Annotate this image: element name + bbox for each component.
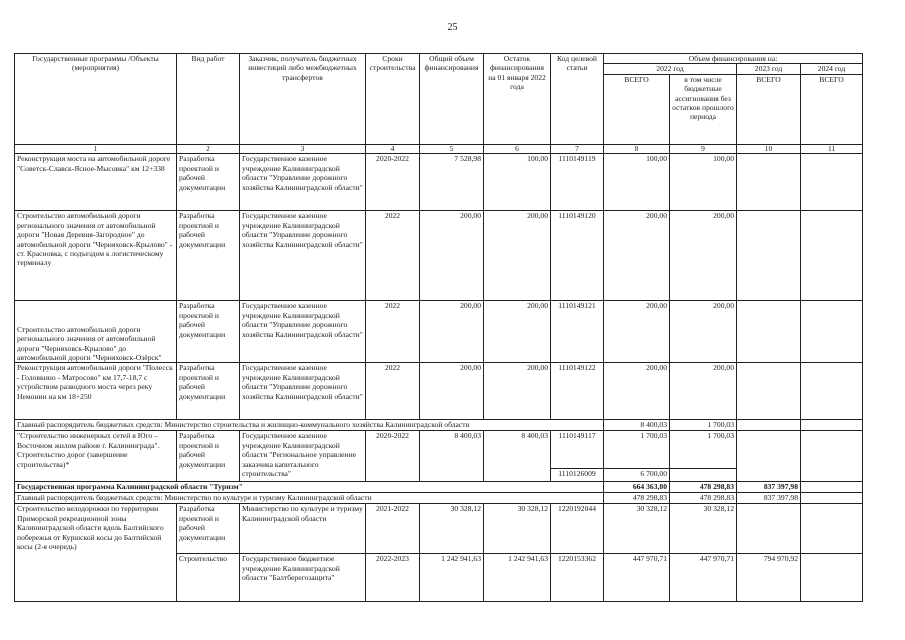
value-2024	[801, 154, 863, 211]
value-2022-incl: 478 298,83	[670, 493, 737, 504]
value-2022-incl: 447 970,71	[670, 554, 737, 602]
work-type: Строительство	[177, 554, 240, 602]
column-number: 8	[604, 144, 670, 154]
header-2022-total: ВСЕГО	[604, 74, 670, 144]
value-2022-incl: 1 700,03	[670, 420, 737, 431]
column-number: 7	[551, 144, 604, 154]
term: 2022-2023	[366, 554, 420, 602]
value-2022-total: 200,00	[604, 363, 670, 420]
header-funding: Объем финансирования на:	[604, 54, 863, 64]
value-2022-incl: 478 298,83	[670, 482, 737, 493]
total-volume: 8 400,03	[420, 431, 484, 482]
column-number: 9	[670, 144, 737, 154]
work-type: Разработка проектной и рабочей документации	[177, 431, 240, 482]
target-code: 1220153362	[551, 554, 604, 602]
value-2024	[801, 493, 863, 504]
value-2022-incl: 200,00	[670, 211, 737, 301]
header-total-volume: Общий объем финансирования	[420, 54, 484, 145]
header-terms: Сроки строительства	[366, 54, 420, 145]
target-code: 1110126009	[551, 469, 604, 482]
customer: Государственное бюджетное учреждение Калининградской области "Балтберегозащита"	[240, 554, 366, 602]
table-row	[15, 154, 863, 211]
remaining: 8 400,03	[484, 431, 551, 482]
value-2022-incl: 200,00	[670, 301, 737, 363]
total-volume: 200,00	[420, 363, 484, 420]
value-2023: 837 397,98	[737, 482, 801, 493]
section-row	[15, 420, 863, 431]
term: 2020-2022	[366, 431, 420, 482]
program-row	[15, 482, 863, 493]
remaining: 200,00	[484, 211, 551, 301]
object-name: Реконструкция моста на автомобильной дороге "Советск-Славск-Ясное-Мысовка" км 12+338	[15, 154, 177, 211]
customer: Государственное казенное учреждение Калининградской области "Управление дорожного хозяйства Калининградской области"	[240, 363, 366, 420]
value-2022-total: 6 700,00	[604, 469, 670, 482]
value-2023: 837 397,98	[737, 493, 801, 504]
value-2022-total: 1 700,03	[604, 431, 670, 469]
column-numbers-row	[15, 144, 863, 154]
value-2024	[801, 504, 863, 554]
remaining: 30 328,12	[484, 504, 551, 554]
value-2024	[801, 420, 863, 431]
value-2022-total: 8 400,03	[604, 420, 670, 431]
value-2023	[737, 431, 801, 482]
budget-manager-label: Главный распорядитель бюджетных средств: Министерство по культуре и туризму Калининградской области	[15, 493, 604, 504]
total-volume: 1 242 941,63	[420, 554, 484, 602]
header-target-code: Код целевой статьи	[551, 54, 604, 145]
value-2022-incl	[670, 469, 737, 482]
term: 2022	[366, 211, 420, 301]
object-name: "Строительство инженерных сетей в Юго – Восточном жилом районе г. Калининграда". Строительство дорог (завершение строительства)*	[15, 431, 177, 482]
target-code: 1110149119	[551, 154, 604, 211]
customer: Государственное казенное учреждение Калининградской области "Управление дорожного хозяйства Калининградской области"	[240, 301, 366, 363]
header-2024: 2024 год	[801, 64, 863, 74]
value-2022-total: 200,00	[604, 211, 670, 301]
header-2024-total: ВСЕГО	[801, 74, 863, 144]
value-2023	[737, 363, 801, 420]
section-row	[15, 493, 863, 504]
page-number: 25	[447, 22, 458, 33]
header-2023: 2023 год	[737, 64, 801, 74]
customer: Государственное казенное учреждение Калининградской области "Управление дорожного хозяйства Калининградской области"	[240, 154, 366, 211]
value-2022-incl: 200,00	[670, 363, 737, 420]
value-2023	[737, 420, 801, 431]
header-objects: Государственные программы /Объекты (мероприятия)	[15, 54, 177, 145]
value-2022-total: 100,00	[604, 154, 670, 211]
term: 2020-2022	[366, 154, 420, 211]
program-title: Государственная программа Калининградской области "Туризм"	[15, 482, 604, 493]
value-2022-incl: 1 700,03	[670, 431, 737, 469]
total-volume: 7 528,98	[420, 154, 484, 211]
column-number: 6	[484, 144, 551, 154]
table-row	[15, 301, 863, 363]
object-name: Реконструкция автомобильной дороги "Полесск - Головкино - Матросово" км 17,7-18,7 с устройством разводного моста через реку Немонин на км 18+250	[15, 363, 177, 420]
header-customer: Заказчик, получатель бюджетных инвестиций либо межбюджетных трансфертов	[240, 54, 366, 145]
term: 2021-2022	[366, 504, 420, 554]
customer: Министерство по культуре и туризму Калининградской области	[240, 504, 366, 554]
header-2022-incl: в том числе бюджетные ассигнования без остатков прошлого периода	[670, 74, 737, 144]
value-2024	[801, 211, 863, 301]
table-row	[15, 431, 863, 469]
column-number: 3	[240, 144, 366, 154]
value-2023	[737, 301, 801, 363]
table-row	[15, 504, 863, 554]
value-2024	[801, 554, 863, 602]
table-row	[15, 211, 863, 301]
header-2022: 2022 год	[604, 64, 737, 74]
term: 2022	[366, 363, 420, 420]
target-code: 1110149120	[551, 211, 604, 301]
value-2023	[737, 504, 801, 554]
value-2023	[737, 211, 801, 301]
work-type: Разработка проектной и рабочей документации	[177, 154, 240, 211]
total-volume: 200,00	[420, 301, 484, 363]
remaining: 200,00	[484, 301, 551, 363]
column-number: 5	[420, 144, 484, 154]
customer: Государственное казенное учреждение Калининградской области "Управление дорожного хозяйства Калининградской области"	[240, 211, 366, 301]
value-2022-incl: 30 328,12	[670, 504, 737, 554]
column-number: 10	[737, 144, 801, 154]
budget-manager-label: Главный распорядитель бюджетных средств: Министерство строительства и жилищно-коммунального хозяйства Калининградской области	[15, 420, 604, 431]
total-volume: 30 328,12	[420, 504, 484, 554]
investment-table	[14, 53, 863, 602]
value-2022-incl: 100,00	[670, 154, 737, 211]
value-2024	[801, 363, 863, 420]
column-number: 2	[177, 144, 240, 154]
table-row	[15, 363, 863, 420]
target-code: 1110149117	[551, 431, 604, 469]
value-2024	[801, 301, 863, 363]
value-2022-total: 478 298,83	[604, 493, 670, 504]
value-2023: 794 970,92	[737, 554, 801, 602]
remaining: 200,00	[484, 363, 551, 420]
work-type: Разработка проектной и рабочей документации	[177, 211, 240, 301]
object-name: Строительство автомобильной дороги регионального значения от автомобильной дороги "Новая Деревня-Загородное" до автомобильной дороги "Черняховск-Крылово" - ст. Красновка, с подъездом к логистическому терминалу	[15, 211, 177, 301]
header-work-type: Вид работ	[177, 54, 240, 145]
column-number: 4	[366, 144, 420, 154]
header-remaining: Остаток финансирования на 01 января 2022 года	[484, 54, 551, 145]
remaining: 100,00	[484, 154, 551, 211]
total-volume: 200,00	[420, 211, 484, 301]
customer: Государственное казенное учреждение Калининградской области "Региональное управление заказчика капитального строительства"	[240, 431, 366, 482]
object-name: Строительство автомобильной дороги регионального значения от автомобильной дороги "Черняховск-Крылово" до автомобильной дороги "Черняховск-Озёрск"	[15, 301, 177, 363]
work-type: Разработка проектной и рабочей документации	[177, 363, 240, 420]
column-number: 1	[15, 144, 177, 154]
term: 2022	[366, 301, 420, 363]
value-2024	[801, 482, 863, 493]
value-2022-total: 200,00	[604, 301, 670, 363]
value-2023	[737, 154, 801, 211]
value-2024	[801, 431, 863, 482]
object-name: Строительство велодорожки по территории Приморской рекреационной зоны Калининградской области вдоль Балтийского побережья от Куршской косы до Балтийской косы (2-я очередь)	[15, 504, 177, 602]
target-code: 1110149121	[551, 301, 604, 363]
value-2022-total: 664 363,80	[604, 482, 670, 493]
header-2023-total: ВСЕГО	[737, 74, 801, 144]
target-code: 1110149122	[551, 363, 604, 420]
value-2022-total: 30 328,12	[604, 504, 670, 554]
remaining: 1 242 941,63	[484, 554, 551, 602]
work-type: Разработка проектной и рабочей документации	[177, 504, 240, 554]
work-type: Разработка проектной и рабочей документации	[177, 301, 240, 363]
column-number: 11	[801, 144, 863, 154]
target-code: 1220192044	[551, 504, 604, 554]
value-2022-total: 447 970,71	[604, 554, 670, 602]
